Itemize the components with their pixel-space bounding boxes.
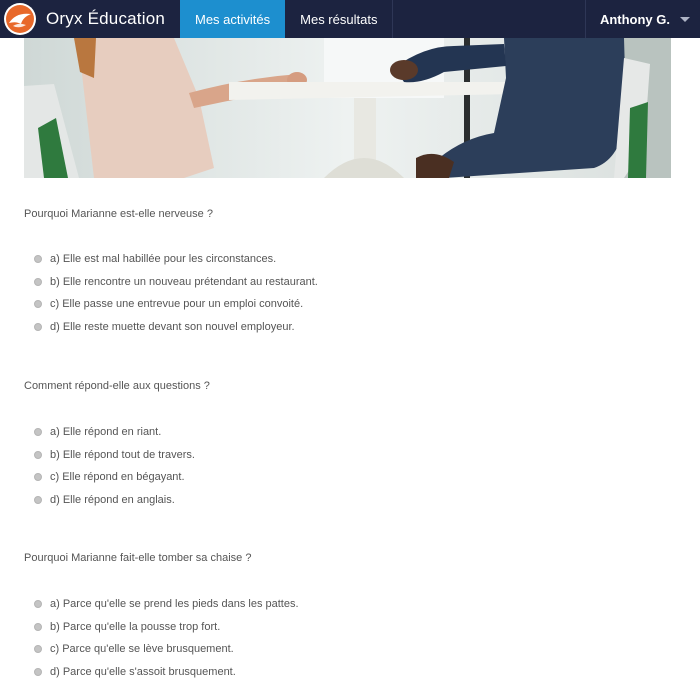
radio-button[interactable] <box>34 323 42 331</box>
option-label: c) Elle passe une entrevue pour un emploi convoité. <box>50 298 304 311</box>
question-1-options <box>34 248 318 338</box>
nav-spacer <box>393 0 585 38</box>
radio-button[interactable] <box>34 668 42 676</box>
radio-button[interactable] <box>34 451 42 459</box>
question-2-options <box>34 421 195 511</box>
option-label: d) Elle répond en anglais. <box>50 494 175 507</box>
question-3-options <box>34 593 299 683</box>
radio-button[interactable] <box>34 428 42 436</box>
option-q3-c[interactable] <box>34 638 299 661</box>
activity-hero-image <box>24 38 671 178</box>
radio-button[interactable] <box>34 645 42 653</box>
radio-button[interactable] <box>34 300 42 308</box>
option-q2-d[interactable] <box>34 489 195 512</box>
option-label: b) Elle répond tout de travers. <box>50 448 195 461</box>
option-q3-a[interactable] <box>34 593 299 616</box>
option-q1-d[interactable] <box>34 316 318 339</box>
option-label: d) Parce qu'elle s'assoit brusquement. <box>50 666 236 679</box>
radio-button[interactable] <box>34 255 42 263</box>
radio-button[interactable] <box>34 623 42 631</box>
option-label: c) Elle répond en bégayant. <box>50 471 185 484</box>
brand-name: Oryx Éducation <box>46 9 166 28</box>
option-label: c) Parce qu'elle se lève brusquement. <box>50 643 234 656</box>
option-label: b) Elle rencontre un nouveau prétendant au restaurant. <box>50 275 318 288</box>
radio-button[interactable] <box>34 496 42 504</box>
radio-button[interactable] <box>34 600 42 608</box>
top-navigation-bar <box>0 0 700 38</box>
tab-mes-resultats[interactable]: Mes résultats <box>285 0 393 38</box>
question-3: Pourquoi Marianne fait-elle tomber sa chaise ? <box>24 552 252 564</box>
option-q1-b[interactable] <box>34 271 318 294</box>
option-q2-b[interactable] <box>34 444 195 467</box>
option-label: d) Elle reste muette devant son nouvel employeur. <box>50 321 295 334</box>
question-2: Comment répond-elle aux questions ? <box>24 380 210 392</box>
option-q1-a[interactable] <box>34 248 318 271</box>
user-menu[interactable] <box>585 0 700 38</box>
option-q3-d[interactable] <box>34 661 299 684</box>
option-q2-a[interactable] <box>34 421 195 444</box>
oryx-logo-icon <box>4 3 36 35</box>
option-q1-c[interactable] <box>34 293 318 316</box>
option-label: b) Parce qu'elle la pousse trop fort. <box>50 620 221 633</box>
option-q2-c[interactable] <box>34 466 195 489</box>
option-label: a) Elle répond en riant. <box>50 426 162 439</box>
chevron-down-icon[interactable] <box>680 17 690 22</box>
radio-button[interactable] <box>34 278 42 286</box>
user-name: Anthony G. <box>599 11 670 27</box>
radio-button[interactable] <box>34 473 42 481</box>
brand[interactable] <box>0 0 180 38</box>
option-label: a) Parce qu'elle se prend les pieds dans les pattes. <box>50 598 299 611</box>
option-label: a) Elle est mal habillée pour les circonstances. <box>50 253 277 266</box>
question-1: Pourquoi Marianne est-elle nerveuse ? <box>24 208 213 220</box>
tab-mes-activites[interactable]: Mes activités <box>180 0 285 38</box>
option-q3-b[interactable] <box>34 616 299 639</box>
photo-two-women-at-table-icon <box>24 38 671 178</box>
